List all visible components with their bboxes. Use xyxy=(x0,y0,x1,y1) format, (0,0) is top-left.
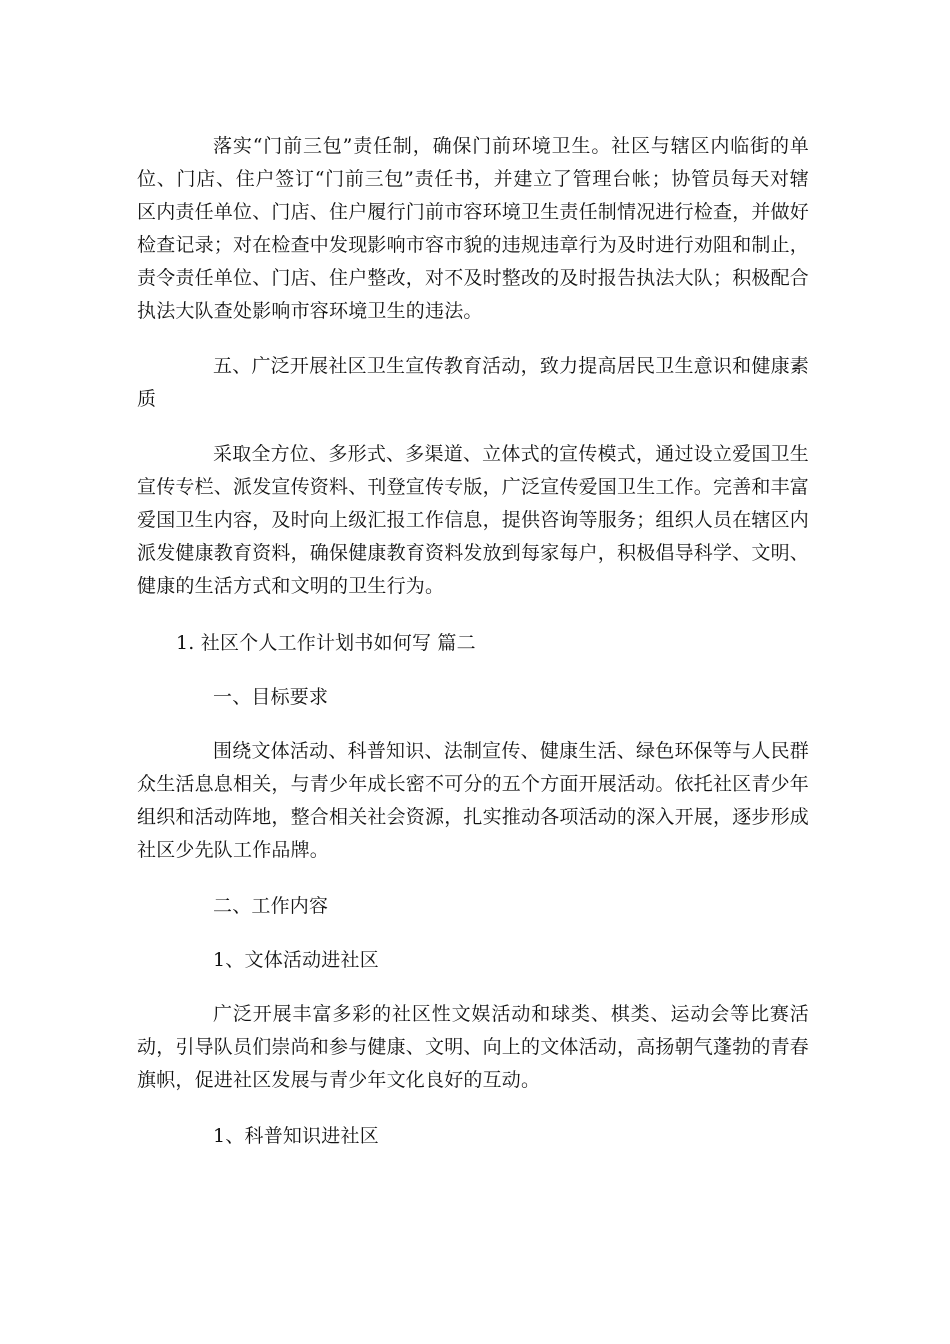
article-subtitle: 1. 社区个人工作计划书如何写 篇二 xyxy=(176,632,476,654)
paragraph-goals: 围绕文体活动、科普知识、法制宣传、健康生活、绿色环保等与人民群众生活息息相关，与青少年成长密不可分的五个方面开展活动。依托社区青少年组织和活动阵地，整合相关社会资源，扎实推动各项活动的深入开展，逐步形成社区少先队工作品牌。 xyxy=(137,740,810,861)
section-heading-work-content: 二、工作内容 xyxy=(213,895,329,917)
section-heading-five: 五、广泛开展社区卫生宣传教育活动，致力提高居民卫生意识和健康素质 xyxy=(137,355,809,410)
paragraph-door-front-responsibility: 落实“门前三包”责任制，确保门前环境卫生。社区与辖区内临街的单位、门店、住户签订“门前三包”责任书，并建立了管理台帐；协管员每天对辖区内责任单位、门店、住户履行门前市容环境卫生责任制情况进行检查，并做好检查记录；对在检查中发现影响市容市貌的违规违章行为及时进行劝阻和制止，责令责任单位、门店、住户整改，对不及时整改的及时报告执法大队；积极配合执法大队查处影响市容环境卫生的违法。 xyxy=(137,135,810,322)
paragraph-health-education: 采取全方位、多形式、多渠道、立体式的宣传模式，通过设立爱国卫生宣传专栏、派发宣传资料、刊登宣传专版，广泛宣传爱国卫生工作。完善和丰富爱国卫生内容，及时向上级汇报工作信息，提供咨询等服务；组织人员在辖区内派发健康教育资料，确保健康教育资料发放到每家每户，积极倡导科学、文明、健康的生活方式和文明的卫生行为。 xyxy=(137,443,810,597)
subheading-science-knowledge: 1、科普知识进社区 xyxy=(213,1125,379,1147)
section-heading-goals: 一、目标要求 xyxy=(213,686,329,708)
subheading-culture-sports: 1、文体活动进社区 xyxy=(213,949,379,971)
paragraph-culture-sports: 广泛开展丰富多彩的社区性文娱活动和球类、棋类、运动会等比赛活动，引导队员们崇尚和参与健康、文明、向上的文体活动，高扬朝气蓬勃的青春旗帜，促进社区发展与青少年文化良好的互动。 xyxy=(137,1003,810,1091)
